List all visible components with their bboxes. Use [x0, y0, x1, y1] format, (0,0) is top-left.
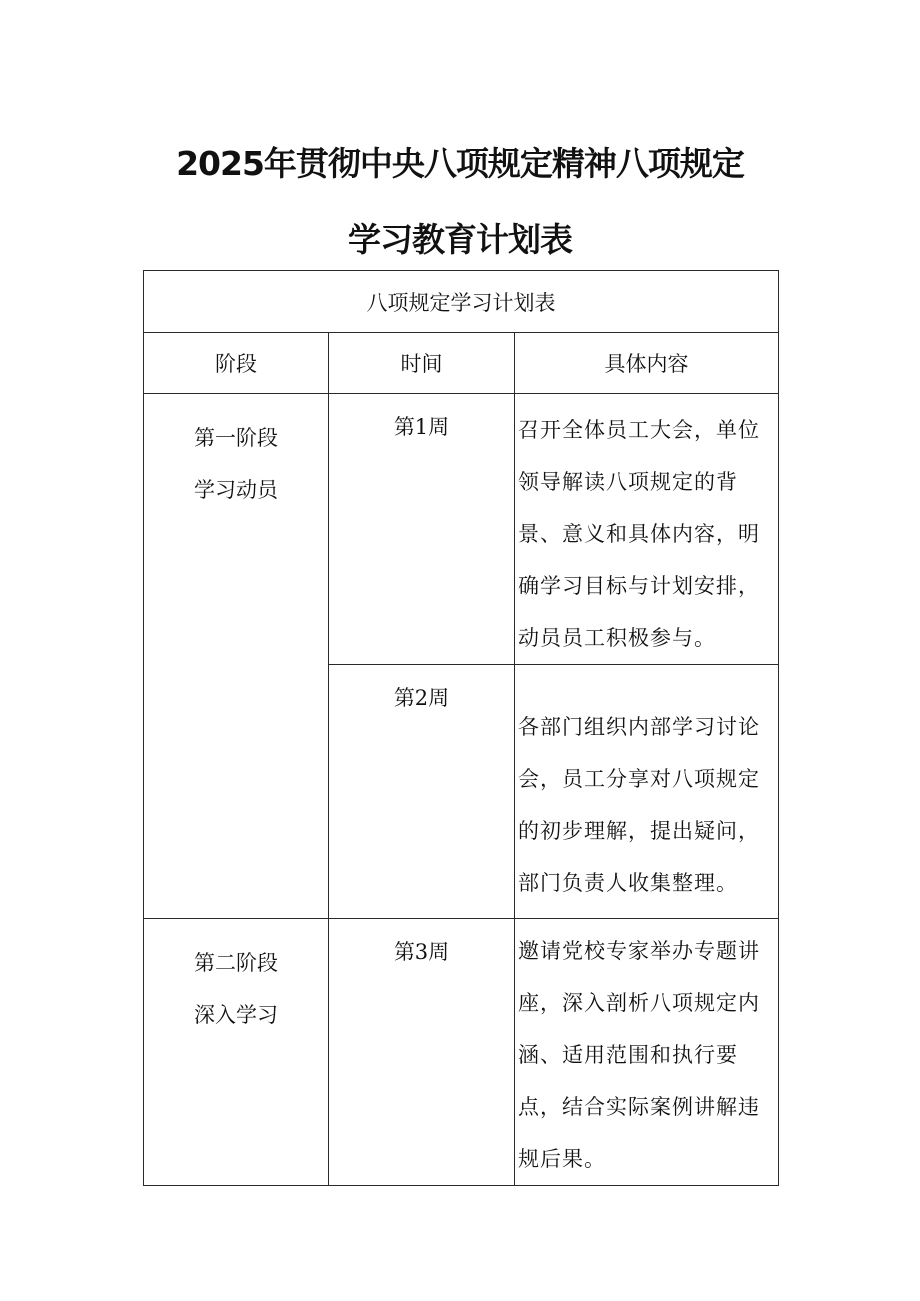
phase-name: 第二阶段 [194, 951, 278, 975]
phase-subtitle: 深入学习 [194, 1003, 278, 1027]
phase-cell-1 [144, 394, 329, 919]
header-phase: 阶段 [144, 333, 329, 394]
header-time: 时间 [329, 333, 515, 394]
phase-cell-2 [144, 919, 329, 1186]
table-row [144, 919, 779, 1186]
header-content: 具体内容 [515, 333, 779, 394]
study-plan-table [143, 270, 779, 1186]
week-label: 第1周 [393, 415, 450, 439]
phase-name: 第一阶段 [194, 426, 278, 450]
phase-subtitle: 学习动员 [194, 478, 278, 502]
content-cell: 召开全体员工大会，单位领导解读八项规定的背景、意义和具体内容，明确学习目标与计划安排，动员员工积极参与。 [515, 394, 779, 665]
content-cell: 邀请党校专家举办专题讲座，深入剖析八项规定内涵、适用范围和执行要点，结合实际案例讲解违规后果。 [515, 919, 779, 1186]
table-row [144, 394, 779, 665]
table-caption: 八项规定学习计划表 [144, 271, 779, 333]
week-label: 第3周 [393, 940, 450, 964]
table-caption-row [144, 271, 779, 333]
document-title-line-1: 2025年贯彻中央八项规定精神八项规定 [176, 144, 744, 183]
week-cell [329, 394, 515, 665]
week-label: 第2周 [393, 686, 450, 710]
week-cell [329, 665, 515, 919]
content-cell: 各部门组织内部学习讨论会，员工分享对八项规定的初步理解，提出疑问，部门负责人收集整理。 [515, 665, 779, 919]
table-header-row [144, 333, 779, 394]
week-cell [329, 919, 515, 1186]
document-title-line-2: 学习教育计划表 [348, 220, 572, 259]
